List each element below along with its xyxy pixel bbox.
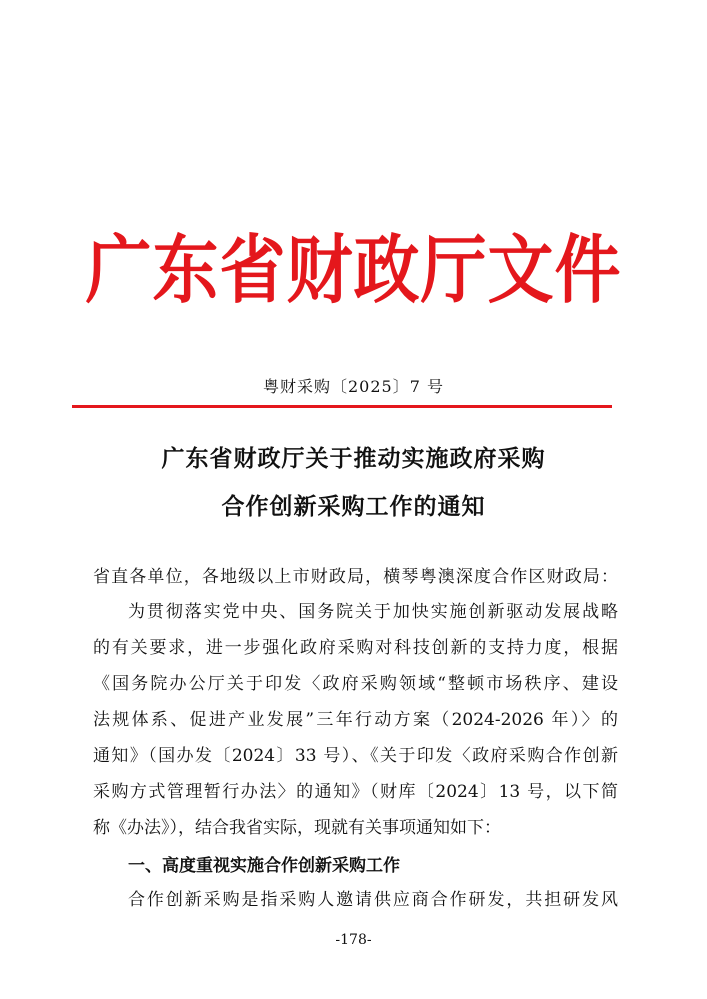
red-divider [72, 405, 612, 408]
paragraph-1-line-2: 的有关要求，进一步强化政府采购对科技创新的支持力度，根据 [93, 638, 618, 658]
paragraph-1-line-4: 法规体系、促进产业发展”三年行动方案（2024-2026 年）〉的 [93, 710, 618, 730]
document-number: 粤财采购〔2025〕7 号 [263, 377, 444, 396]
page-number: -178- [335, 932, 372, 948]
paragraph-1-line-1: 为贯彻落实党中央、国务院关于加快实施创新驱动发展战略 [128, 602, 618, 622]
paragraph-1-line-5: 通知》（国办发〔2024〕33 号）、《关于印发〈政府采购合作创新 [93, 746, 618, 766]
masthead: 广东省财政厅文件 [85, 227, 622, 314]
paragraph-2-line-1: 合作创新采购是指采购人邀请供应商合作研发，共担研发风 [128, 890, 618, 910]
salutation: 省直各单位，各地级以上市财政局，横琴粤澳深度合作区财政局： [93, 567, 618, 587]
paragraph-1-line-6: 采购方式管理暂行办法〉的通知》（财库〔2024〕13 号，以下简 [93, 782, 618, 802]
document-title-line-1: 广东省财政厅关于推动实施政府采购 [161, 446, 546, 472]
section-heading-1: 一、高度重视实施合作创新采购工作 [128, 856, 400, 876]
paragraph-1-line-3: 《国务院办公厅关于印发〈政府采购领域“整顿市场秩序、建设 [93, 674, 618, 694]
paragraph-1-line-7: 称《办法》），结合我省实际，现就有关事项通知如下： [93, 818, 501, 838]
document-title-line-2: 合作创新采购工作的通知 [221, 494, 486, 520]
